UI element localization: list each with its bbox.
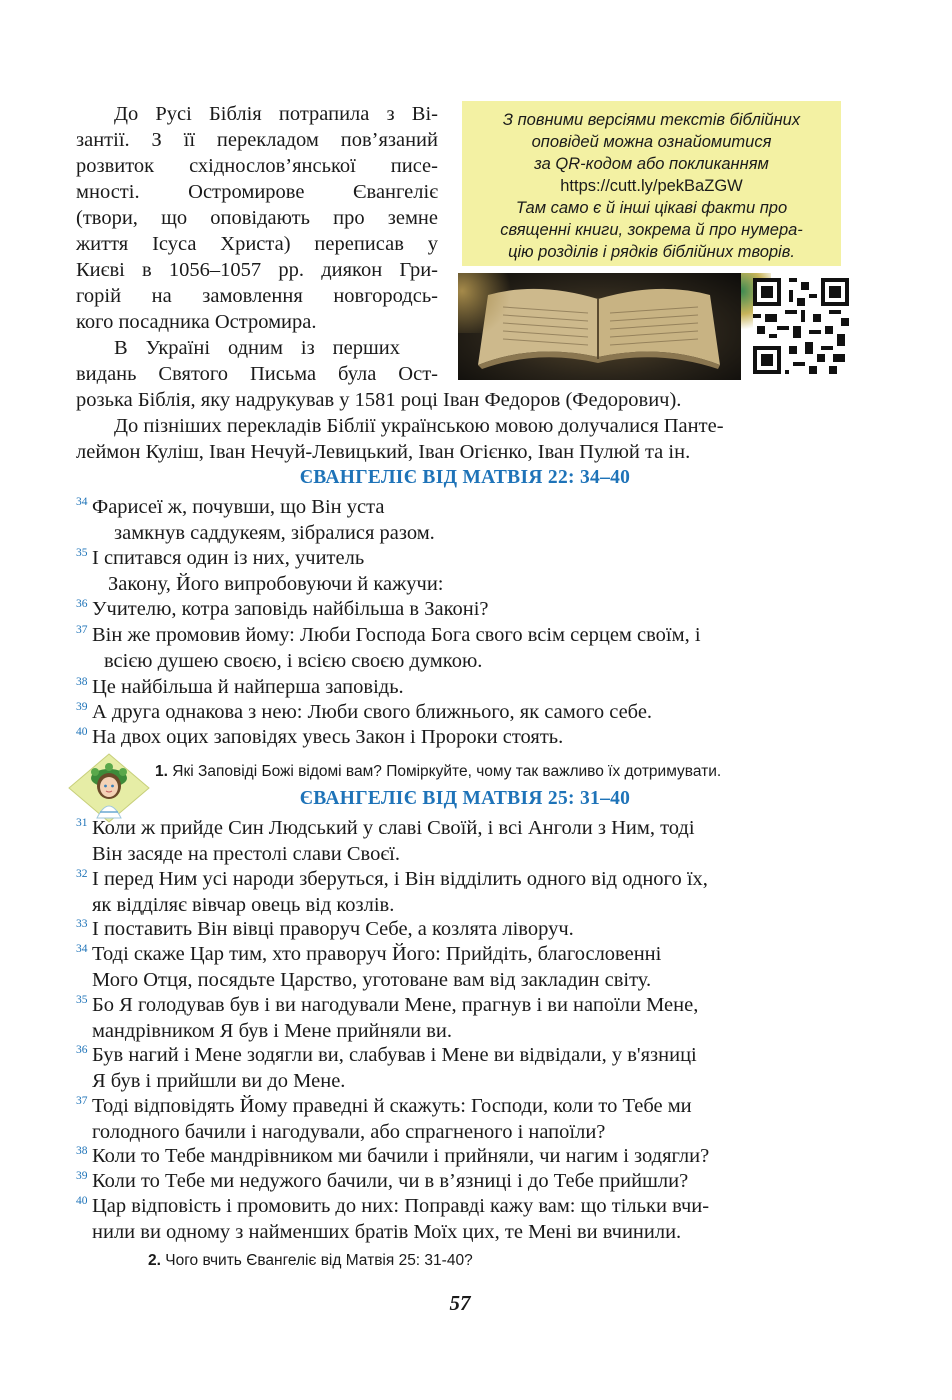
text-line: розвиток східнослов’янської писе- <box>76 155 438 177</box>
verse-39 <box>76 699 652 725</box>
verse-line: Цар відповість і промовить до них: Поправді кажу вам: що тільки вчи- <box>92 1195 710 1217</box>
verse-number: 40 <box>76 726 88 738</box>
verse-line: Закону, Його випробовуючи й кажучи: <box>108 573 444 595</box>
qr-code-icon[interactable] <box>753 278 849 374</box>
verse-number: 32 <box>76 868 88 880</box>
verse-40 <box>76 724 563 750</box>
section-heading-matthew-25: ЄВАНГЕЛІЄ ВІД МАТВІЯ 25: 31–40 <box>299 788 631 809</box>
verse-35b <box>76 992 698 1044</box>
verse-line: Він засяде на престолі слави Своєї. <box>92 843 400 865</box>
info-line: священні книги, зокрема й про нумера- <box>500 221 803 239</box>
question-number: 1. <box>155 763 168 780</box>
verse-line: А друга однакова з нею: Люби свого ближнього, як самого себе. <box>92 701 653 723</box>
verse-line: Тоді скаже Цар тим, хто праворуч Його: Прийдіть, благословенні <box>92 943 662 965</box>
text-line: До пізніших перекладів Біблії українською мовою долучалися Пантe- <box>114 415 724 437</box>
verse-number: 38 <box>76 676 88 688</box>
verse-line: голодного бачили і нагодували, або спрагненого і напоїли? <box>92 1121 606 1143</box>
info-link[interactable]: https://cutt.ly/pekBaZGW <box>560 177 743 195</box>
verse-line: Бо Я голодував був і ви нагодували Мене, прагнув і ви напоїли Мене, <box>92 994 699 1016</box>
text-line: кого посадника Остромира. <box>76 311 317 333</box>
verse-line: Фарисеї ж, почувши, що Він уста <box>92 496 385 518</box>
verse-number: 36 <box>76 598 88 610</box>
verse-number: 36 <box>76 1044 88 1056</box>
verse-34b <box>76 941 661 993</box>
text-line: (твори, що оповідають про земне <box>76 207 438 229</box>
verse-line: нили ви одному з найменших братів Моїх цих, те Мені ви вчинили. <box>92 1221 682 1243</box>
info-line: цію розділів і рядків біблійних творів. <box>508 243 795 261</box>
verse-line: Коли ж прийде Син Людський у славі Своїй, і всі Анголи з Ним, тоді <box>92 817 695 839</box>
info-line: за QR-кодом або покликанням <box>534 155 769 173</box>
question-1 <box>155 762 855 782</box>
verse-line: І спитався один із них, учитель <box>92 547 365 569</box>
verse-37 <box>76 622 701 674</box>
verse-37b <box>76 1093 692 1145</box>
verse-number: 39 <box>76 701 88 713</box>
verse-40b <box>76 1193 709 1245</box>
verse-line: мандрівником Я був і Мене прийняли ви. <box>92 1020 453 1042</box>
text-line: В Україні одним із перших <box>114 337 400 359</box>
question-2 <box>148 1251 848 1271</box>
question-text: Чого вчить Євангеліє від Матвія 25: 31-40? <box>165 1252 473 1269</box>
verse-line: Це найбільша й найперша заповідь. <box>92 676 404 698</box>
question-number: 2. <box>148 1252 161 1269</box>
info-line: оповідей можна ознайомитися <box>531 133 772 151</box>
page-number: 57 <box>449 1291 471 1315</box>
intro-paragraph-1 <box>76 101 438 335</box>
verse-38b <box>76 1143 709 1169</box>
verse-35 <box>76 545 444 597</box>
verse-number: 37 <box>76 624 88 636</box>
verse-line: замкнув саддукеям, зібралися разом. <box>114 522 435 544</box>
text-line: життя Ісуса Христа) переписав у <box>76 233 438 255</box>
verse-number: 35 <box>76 994 88 1006</box>
verse-36 <box>76 596 489 622</box>
verse-line: Мого Отця, посядьте Царство, уготоване вам від закладин світу. <box>92 969 652 991</box>
verse-number: 38 <box>76 1145 88 1157</box>
verse-number: 40 <box>76 1195 88 1207</box>
open-bible-image <box>458 273 741 380</box>
info-line: З повними версіями текстів біблійних <box>502 111 801 129</box>
verse-36b <box>76 1042 697 1094</box>
verse-line: І поставить Він вівці праворуч Себе, а козлята ліворуч. <box>92 918 574 940</box>
verse-line: як відділяє вівчар овець від козлів. <box>92 894 395 916</box>
info-box <box>462 101 841 266</box>
section-heading-matthew-22: ЄВАНГЕЛІЄ ВІД МАТВІЯ 22: 34–40 <box>299 467 631 488</box>
verse-32 <box>76 866 708 918</box>
qr-code-area <box>741 273 851 380</box>
question-text: Які Заповіді Божі відомі вам? Поміркуйте, чому так важливо їх дотримувати. <box>172 763 722 780</box>
verse-38 <box>76 674 404 700</box>
verse-line: Учителю, котра заповідь найбільша в Законі? <box>92 598 489 620</box>
text-line: горій на замовлення новгородсь- <box>76 285 438 307</box>
text-line: Києві в 1056–1057 рр. диякон Гри- <box>76 259 438 281</box>
verse-number: 33 <box>76 918 88 930</box>
verse-line: всією душею своєю, і всією своєю думкою. <box>104 650 483 672</box>
text-line: леймон Куліш, Іван Нечуй-Левицький, Іван Огієнко, Іван Пулюй та ін. <box>76 441 691 463</box>
verse-34 <box>76 494 435 546</box>
text-line: мності. Остромирове Євангеліє <box>76 181 438 203</box>
text-line: зантії. З її перекладом пов’язаний <box>76 129 438 151</box>
verse-line: Коли то Тебе мандрівником ми бачили і прийняли, чи нагим і зодягли? <box>92 1145 710 1167</box>
text-line: видань Святого Письма була Ост- <box>76 363 438 385</box>
verse-line: На двох оцих заповідях увесь Закон і Пророки стоять. <box>92 726 564 748</box>
verse-number: 31 <box>76 817 88 829</box>
verse-line: Він же промовив йому: Люби Господа Бога свого всім серцем своїм, і <box>92 624 701 646</box>
verse-number: 34 <box>76 496 88 508</box>
text-line: розька Біблія, яку надрукував у 1581 році Іван Федоров (Федорович). <box>76 389 682 411</box>
intro-paragraph-3 <box>76 413 846 465</box>
info-line: Там само є й інші цікаві факти про <box>515 199 788 217</box>
verse-line: Був нагий і Мене зодягли ви, слабував і Мене ви відвідали, у в'язниці <box>92 1044 697 1066</box>
verse-line: Я був і прийшли ви до Мене. <box>92 1070 346 1092</box>
verse-number: 34 <box>76 943 88 955</box>
verse-line: І перед Ним усі народи зберуться, і Він відділить одного від одного їх, <box>92 868 708 890</box>
verse-39b <box>76 1168 688 1194</box>
verse-33 <box>76 916 574 942</box>
verse-line: Коли то Тебе ми недужого бачили, чи в в’язниці і до Тебе прийшли? <box>92 1170 689 1192</box>
verse-31 <box>76 815 695 867</box>
verse-number: 39 <box>76 1170 88 1182</box>
text-line: До Русі Біблія потрапила з Ві- <box>114 103 438 125</box>
verse-number: 35 <box>76 547 88 559</box>
verse-line: Тоді відповідять Йому праведні й скажуть: Господи, коли то Тебе ми <box>92 1095 692 1117</box>
verse-number: 37 <box>76 1095 88 1107</box>
